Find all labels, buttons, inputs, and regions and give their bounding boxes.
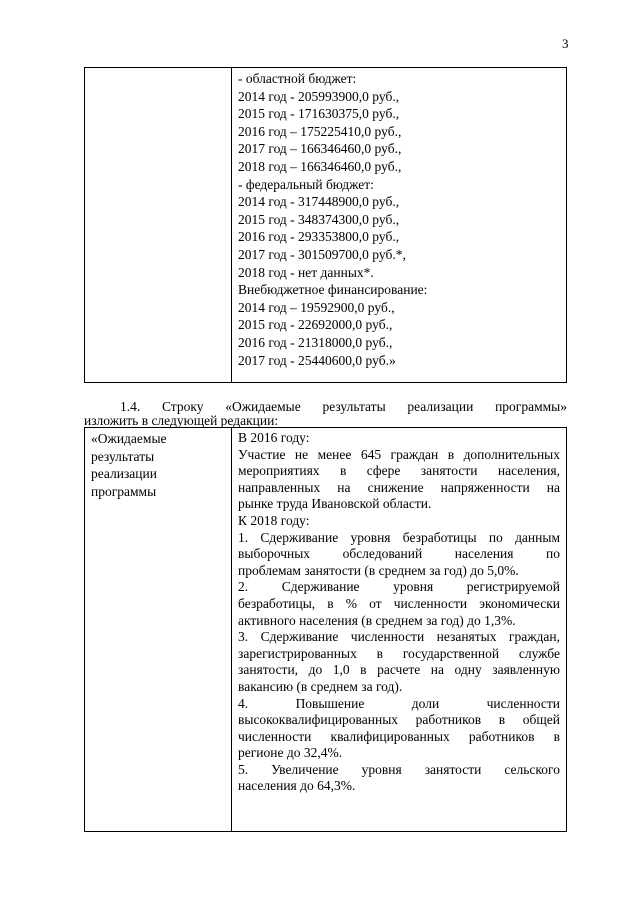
funding-line: - областной бюджет: bbox=[238, 71, 357, 86]
funding-line: 2017 год - 25440600,0 руб.» bbox=[238, 352, 396, 368]
results-line: зарегистрированных в государственной службе bbox=[238, 645, 560, 661]
funding-line: 2016 год – 175225410,0 руб., bbox=[238, 123, 402, 139]
section-intro-line: изложить в следующей редакции: bbox=[84, 413, 279, 428]
results-label-line: реализации bbox=[91, 466, 157, 482]
results-line: мероприятиях в сфере занятости населения, bbox=[238, 463, 560, 479]
results-table bbox=[84, 427, 567, 832]
results-line: численности квалифицированных работников в bbox=[238, 728, 560, 744]
section-intro bbox=[84, 399, 567, 427]
funding-table-label-cell bbox=[85, 68, 232, 383]
funding-line: 2015 год - 22692000,0 руб., bbox=[238, 317, 393, 333]
results-line: К 2018 году: bbox=[238, 512, 310, 528]
funding-line: 2017 год – 166346460,0 руб., bbox=[238, 141, 402, 157]
funding-line: 2014 год - 205993900,0 руб., bbox=[238, 88, 400, 104]
results-line: 1. Сдерживание уровня безработицы по данным bbox=[238, 529, 560, 545]
results-line: активного населения (в среднем за год) до 1,3%. bbox=[238, 612, 516, 628]
funding-line: 2015 год - 348374300,0 руб., bbox=[238, 211, 400, 227]
results-label-line: программы bbox=[91, 483, 157, 499]
funding-line: 2014 год – 19592900,0 руб., bbox=[238, 299, 395, 315]
results-line: занятости, до 1,0 в расчете на одну заявленную bbox=[238, 662, 560, 678]
results-line: безработицы, в % от численности экономически bbox=[238, 595, 560, 611]
funding-line: 2017 год - 301509700,0 руб.*, bbox=[238, 246, 406, 262]
results-line: высококвалифицированных работников в общей bbox=[238, 712, 560, 728]
section-intro-line: 1.4. Строку «Ожидаемые результаты реализации программы» bbox=[120, 399, 567, 414]
funding-line: 2018 год – 166346460,0 руб., bbox=[238, 158, 402, 174]
results-line: 5. Увеличение уровня занятости сельского bbox=[238, 761, 560, 777]
funding-line: 2015 год - 171630375,0 руб., bbox=[238, 106, 400, 122]
funding-line: Внебюджетное финансирование: bbox=[238, 282, 428, 298]
results-label-line: результаты bbox=[91, 448, 155, 464]
results-table-value-cell bbox=[232, 428, 567, 832]
funding-line: 2018 год - нет данных*. bbox=[238, 264, 374, 280]
page-number: 3 bbox=[562, 36, 569, 51]
results-line: регионе до 32,4%. bbox=[238, 745, 343, 761]
funding-line: 2014 год - 317448900,0 руб., bbox=[238, 194, 400, 210]
results-line: рынке труда Ивановской области. bbox=[238, 496, 432, 512]
results-table-label-cell bbox=[85, 428, 232, 832]
funding-line: 2016 год - 293353800,0 руб., bbox=[238, 229, 400, 245]
results-line: 4. Повышение доли численности bbox=[238, 695, 560, 711]
results-line: выборочных обследований населения по bbox=[238, 546, 560, 562]
funding-table bbox=[84, 67, 567, 383]
funding-table-value-cell bbox=[232, 68, 567, 383]
results-line: Участие не менее 645 граждан в дополнительных bbox=[238, 446, 560, 462]
funding-line: - федеральный бюджет: bbox=[238, 176, 374, 192]
results-line: проблемам занятости (в среднем за год) до 5,0%. bbox=[238, 562, 519, 578]
results-line: 3. Сдерживание численности незанятых граждан, bbox=[238, 629, 560, 645]
results-line: населения до 64,3%. bbox=[238, 778, 356, 794]
results-line: направленных на снижение напряженности на bbox=[238, 479, 560, 495]
results-line: В 2016 году: bbox=[238, 430, 310, 445]
results-line: вакансию (в среднем за год). bbox=[238, 678, 403, 694]
funding-line: 2016 год - 21318000,0 руб., bbox=[238, 334, 393, 350]
results-line: 2. Сдерживание уровня регистрируемой bbox=[238, 579, 560, 595]
results-label-line: «Ожидаемые bbox=[91, 431, 167, 446]
